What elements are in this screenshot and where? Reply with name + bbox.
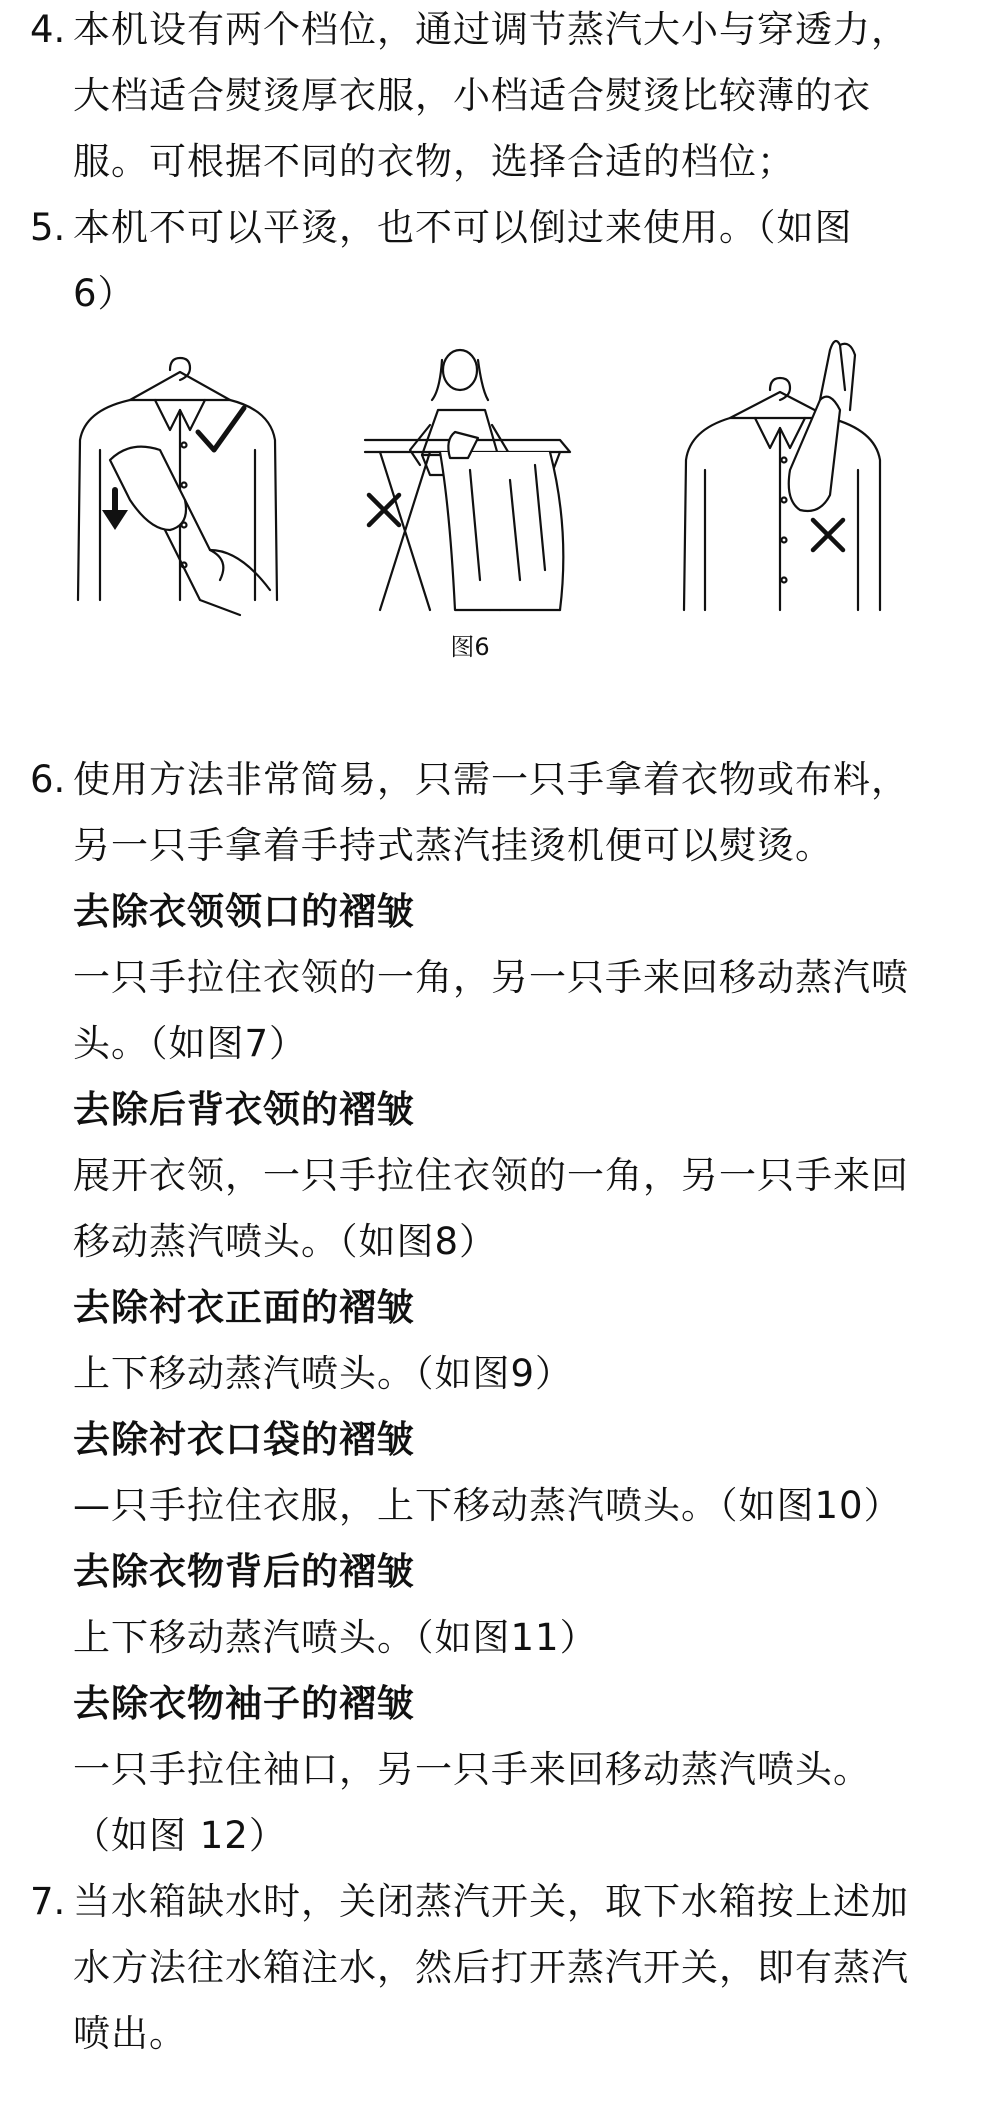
section-heading: 去除衣物背后的褶皱 xyxy=(73,1550,415,1593)
section-line: 上下移动蒸汽喷头。（如图9） xyxy=(73,1352,574,1395)
item-4-line: 本机设有两个档位，通过调节蒸汽大小与穿透力， xyxy=(73,8,909,51)
section-line: 头。（如图7） xyxy=(73,1022,308,1065)
section-line: 上下移动蒸汽喷头。（如图11） xyxy=(73,1616,598,1659)
section-heading: 去除衣物袖子的褶皱 xyxy=(73,1682,415,1725)
item-5-number: 5. xyxy=(30,206,66,249)
item-7-line: 当水箱缺水时，关闭蒸汽开关，取下水箱按上述加 xyxy=(73,1880,909,1923)
item-7-line: 水方法往水箱注水，然后打开蒸汽开关，即有蒸汽 xyxy=(73,1946,909,1989)
wrong-cross-icon xyxy=(364,490,404,530)
section-line: 展开衣领，一只手拉住衣领的一角，另一只手来回 xyxy=(73,1154,909,1197)
flat-ironing-wrong-illustration xyxy=(360,340,580,620)
item-4-line: 大档适合熨烫厚衣服，小档适合熨烫比较薄的衣 xyxy=(73,74,871,117)
shirt-steaming-correct-illustration xyxy=(70,350,280,620)
wrong-cross-icon xyxy=(808,515,848,555)
item-6-line: 使用方法非常简易，只需一只手拿着衣物或布料， xyxy=(73,758,909,801)
item-7-number: 7. xyxy=(30,1880,66,1923)
section-heading: 去除衬衣口袋的褶皱 xyxy=(73,1418,415,1461)
section-heading: 去除后背衣领的褶皱 xyxy=(73,1088,415,1131)
section-line: 一只手拉住袖口，另一只手来回移动蒸汽喷头。 xyxy=(73,1748,871,1791)
correct-check-icon xyxy=(190,400,250,460)
section-line: 移动蒸汽喷头。（如图8） xyxy=(73,1220,498,1263)
item-6-number: 6. xyxy=(30,758,66,801)
section-heading: 去除衬衣正面的褶皱 xyxy=(73,1286,415,1329)
section-heading: 去除衣领领口的褶皱 xyxy=(73,890,415,933)
figure-caption: 图6 xyxy=(450,633,490,661)
item-7-line: 喷出。 xyxy=(73,2012,187,2055)
figure-6 xyxy=(0,330,984,630)
item-6-line: 另一只手拿着手持式蒸汽挂烫机便可以熨烫。 xyxy=(73,824,833,867)
down-arrow-icon xyxy=(102,490,128,530)
item-4-number: 4. xyxy=(30,8,66,51)
item-5-line: 6） xyxy=(73,272,136,315)
item-5-line: 本机不可以平烫，也不可以倒过来使用。（如图 xyxy=(73,206,853,249)
upside-down-steamer-wrong-illustration xyxy=(680,330,890,620)
section-line: —只手拉住衣服，上下移动蒸汽喷头。（如图10） xyxy=(73,1484,902,1527)
item-4-line: 服。可根据不同的衣物，选择合适的档位； xyxy=(73,140,795,183)
section-line: （如图 12） xyxy=(73,1814,287,1857)
section-line: 一只手拉住衣领的一角，另一只手来回移动蒸汽喷 xyxy=(73,956,909,999)
